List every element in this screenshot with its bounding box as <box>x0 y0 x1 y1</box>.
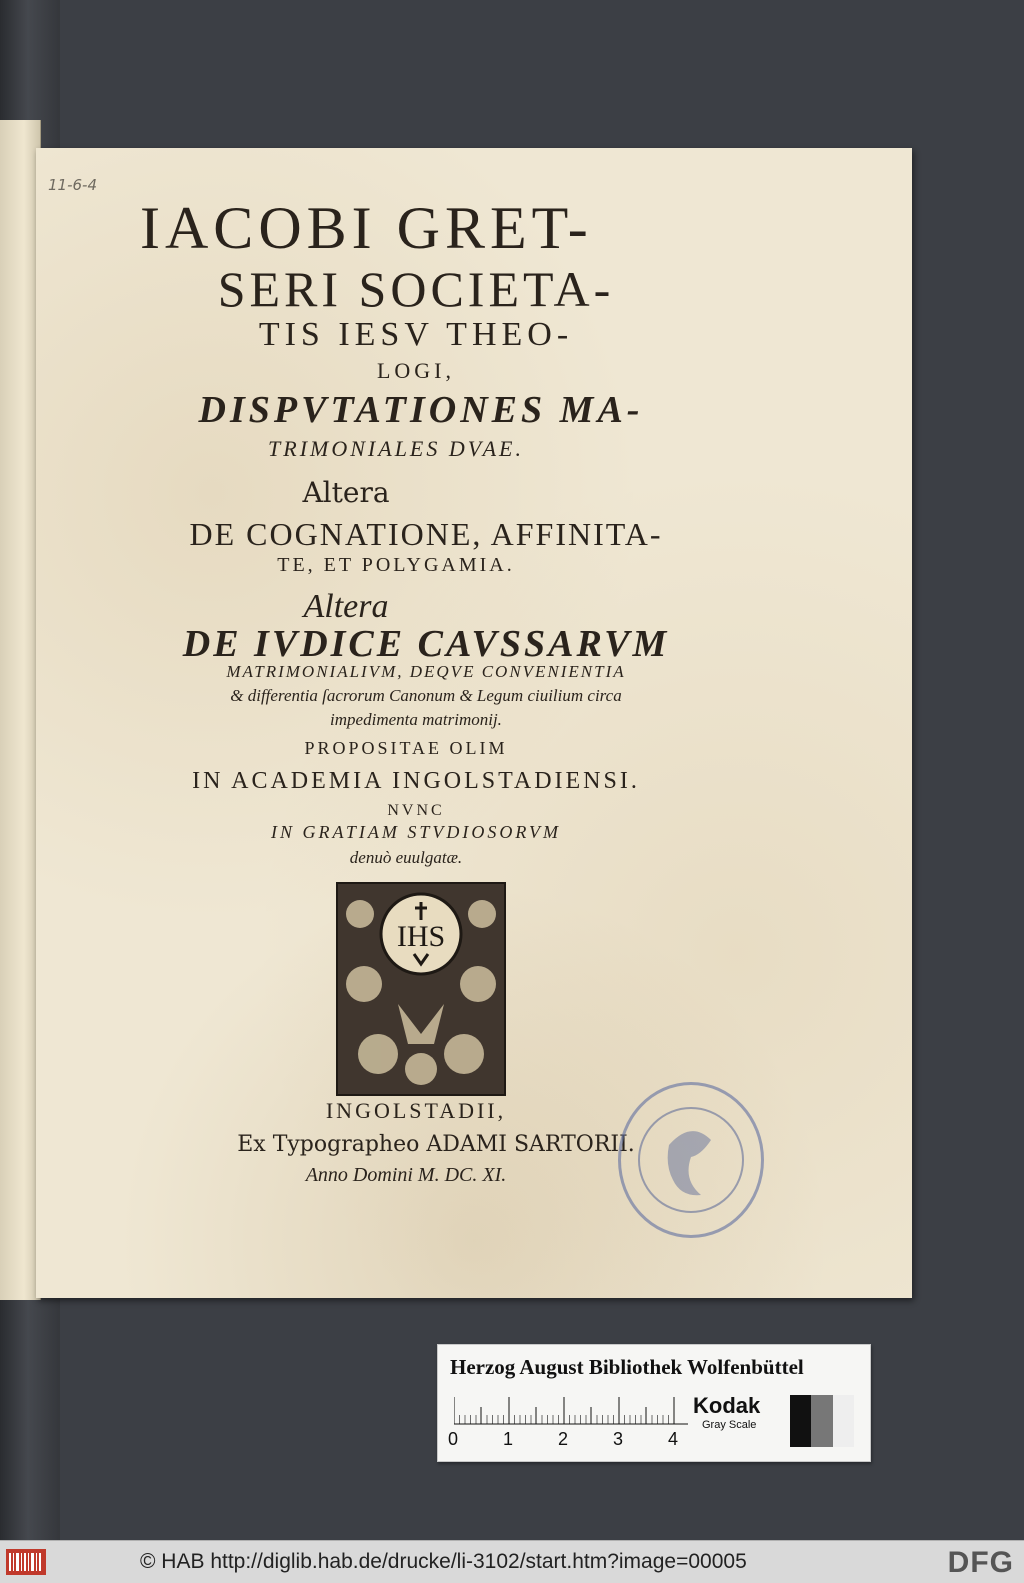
title-line: IN GRATIAM STVDIOSORVM <box>271 822 561 842</box>
gray-swatch <box>790 1395 811 1447</box>
title-line: PROPOSITAE OLIM <box>304 738 508 758</box>
title-line: NVNC <box>387 802 445 819</box>
barcode-icon <box>6 1549 46 1575</box>
title-line: SERI SOCIETA- <box>217 261 615 317</box>
title-line: DE IVDICE CAVSSARVM <box>182 623 670 665</box>
stamp-icon <box>618 1082 764 1238</box>
imprint-line: Anno Domini M. DC. XI. <box>305 1164 507 1186</box>
title-line: denuò euulgatæ. <box>349 848 463 867</box>
title-line: impedimenta matrimonij. <box>330 710 502 729</box>
ruler-number: 3 <box>613 1429 624 1449</box>
pencil-shelfmark: 11-6-4 <box>48 176 97 194</box>
title-line: Altera <box>302 476 390 509</box>
gray-swatches <box>790 1395 854 1447</box>
footer-bar <box>0 1540 1024 1583</box>
title-page <box>36 148 912 1298</box>
title-line: Altera <box>303 588 389 625</box>
ruler-number: 2 <box>558 1429 569 1449</box>
kodak-brand: Kodak <box>693 1393 761 1418</box>
ruler-number: 0 <box>448 1429 459 1449</box>
ruler-number: 4 <box>668 1429 679 1449</box>
imprint-line: INGOLSTADII, <box>325 1098 507 1123</box>
gray-swatch <box>833 1395 854 1447</box>
title-line: DISPVTATIONES MA- <box>198 389 644 431</box>
imprint-line: Ex Typographeo ADAMI SARTORII. <box>237 1132 635 1157</box>
title-line: DE COGNATIONE, AFFINITA- <box>189 516 663 552</box>
title-line: & differentia ſacrorum Canonum & Legum ciuilium circa <box>230 686 622 705</box>
ihs-monogram: IHS <box>396 920 446 953</box>
gray-swatch <box>811 1395 832 1447</box>
printers-device-woodcut <box>336 882 506 1096</box>
copyright-link[interactable]: © HAB http://diglib.hab.de/drucke/li-3102/start.htm?image=00005 <box>140 1550 747 1573</box>
page-edge <box>0 120 41 1300</box>
ruler-numbers <box>448 1429 708 1453</box>
color-scale-card <box>437 1344 871 1462</box>
title-line: TIS IESV THEO- <box>258 316 574 353</box>
title-line: IACOBI GRET- <box>140 195 593 261</box>
title-line: TE, ET POLYGAMIA. <box>277 554 515 576</box>
kodak-subtitle: Gray Scale <box>702 1419 757 1431</box>
title-line: TRIMONIALES DVAE. <box>268 436 524 461</box>
ruler-scale <box>454 1397 688 1425</box>
dfg-logo: DFG <box>947 1546 1014 1579</box>
title-line: LOGI, <box>376 358 456 383</box>
title-line: IN ACADEMIA INGOLSTADIENSI. <box>192 768 640 794</box>
card-title: Herzog August Bibliothek Wolfenbüttel <box>450 1355 804 1379</box>
ruler-number: 1 <box>503 1429 514 1449</box>
title-line: MATRIMONIALIVM, DEQVE CONVENIENTIA <box>226 662 626 681</box>
